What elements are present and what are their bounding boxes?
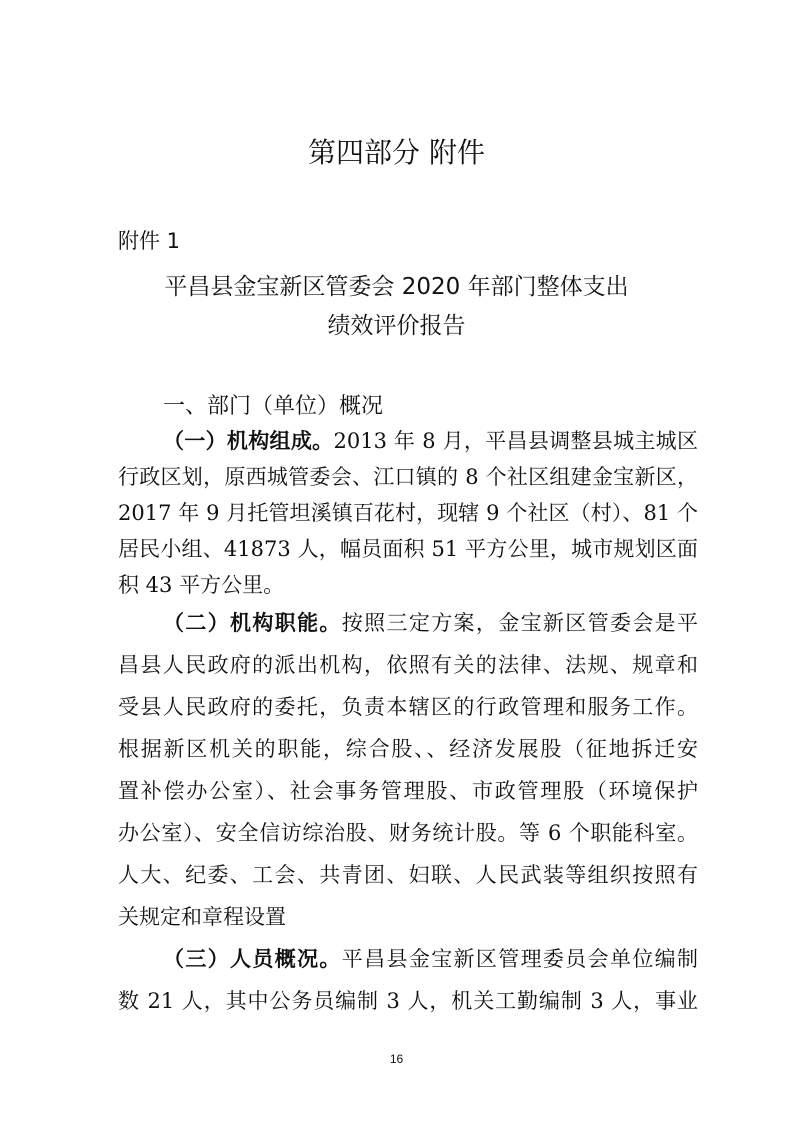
- report-title-line-1: 平昌县金宝新区管委会 2020 年部门整体支出: [164, 274, 629, 300]
- paragraph-line: 置补偿办公室）、社会事务管理股、市政管理股（环境保护: [118, 779, 698, 803]
- paragraph-line: 居民小组、41873 人，幅员面积 51 平方公里，城市规划区面: [118, 537, 698, 561]
- attachment-label: 附件 1: [118, 229, 181, 253]
- section-heading: 一、部门（单位）概况: [163, 394, 384, 419]
- part-title: 第四部分 附件: [308, 136, 485, 169]
- paragraph-line: （二）机构职能。按照三定方案，金宝新区管委会是平: [163, 611, 699, 635]
- paragraph-line: 受县人民政府的委托，负责本辖区的行政管理和服务工作。: [118, 695, 698, 719]
- paragraph-line: 关规定和章程设置: [118, 905, 286, 929]
- paragraph-lead: （二）机构职能。: [163, 611, 342, 635]
- paragraph-line: （三）人员概况。平昌县金宝新区管理委员会单位编制: [163, 947, 699, 971]
- paragraph-line: 积 43 平方公里。: [118, 573, 285, 597]
- paragraph-line: 人大、纪委、工会、共青团、妇联、人民武装等组织按照有: [118, 863, 698, 887]
- paragraph-line: 2017 年 9 月托管坦溪镇百花村，现辖 9 个社区（村）、81 个: [118, 501, 698, 525]
- report-title-line-2: 绩效评价报告: [327, 313, 466, 339]
- paragraph-line: 办公室）、安全信访综治股、财务统计股。等 6 个职能科室。: [118, 821, 698, 845]
- paragraph-line: 行政区划，原西城管委会、江口镇的 8 个社区组建金宝新区，: [118, 465, 698, 489]
- paragraph-line: 数 21 人，其中公务员编制 3 人，机关工勤编制 3 人，事业: [118, 989, 698, 1013]
- paragraph-lead: （三）人员概况。: [163, 947, 342, 971]
- paragraph-line: （一）机构组成。2013 年 8 月，平昌县调整县城主城区: [163, 429, 698, 453]
- paragraph-line: 根据新区机关的职能，综合股、、经济发展股（征地拆迁安: [118, 737, 698, 761]
- page-number: 16: [389, 1052, 404, 1066]
- paragraph-line: 昌县人民政府的派出机构，依照有关的法律、法规、规章和: [118, 653, 698, 677]
- paragraph-lead: （一）机构组成。: [163, 429, 334, 453]
